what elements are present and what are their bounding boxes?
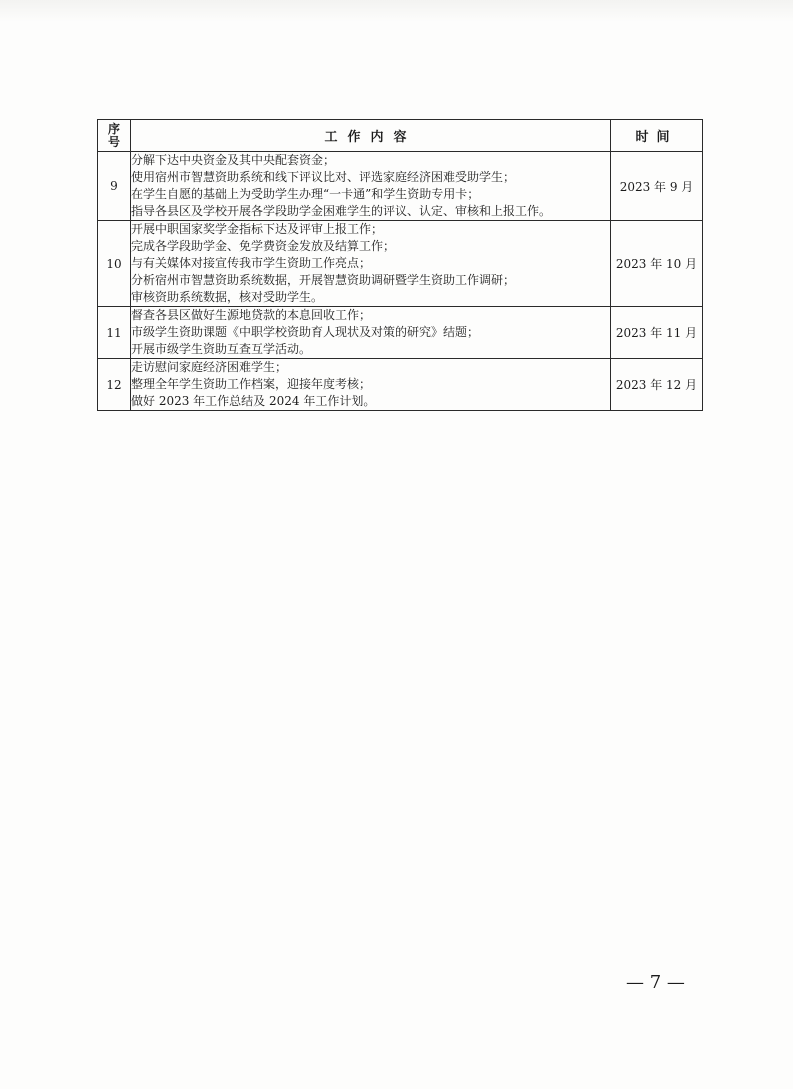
work-item-line: 做好 2023 年工作总结及 2024 年工作计划。 — [131, 394, 376, 408]
row-serial-number: 10 — [98, 221, 131, 307]
table-row — [98, 221, 703, 307]
work-item-line: 走访慰问家庭经济困难学生； — [131, 360, 288, 374]
work-plan-table — [97, 119, 703, 411]
header-time-label: 时间 — [635, 130, 678, 145]
header-work-content-label: 工作内容 — [324, 130, 417, 145]
row-serial-number: 11 — [98, 307, 131, 359]
work-item-line: 使用宿州市智慧资助系统和线下评议比对、评选家庭经济困难受助学生； — [131, 170, 516, 184]
work-item-line: 与有关媒体对接宣传我市学生资助工作亮点； — [131, 256, 372, 270]
row-work-content — [131, 221, 611, 307]
row-time: 2023 年 9 月 — [611, 152, 703, 221]
header-work-content — [131, 120, 611, 152]
table-row — [98, 359, 703, 411]
header-serial-line2: 号 — [107, 134, 120, 149]
scan-shadow — [0, 0, 793, 22]
work-item-line: 市级学生资助课题《中职学校资助育人现状及对策的研究》结题； — [131, 325, 480, 339]
work-item-line: 指导各县区及学校开展各学段助学金困难学生的评议、认定、审核和上报工作。 — [131, 204, 552, 218]
work-item-line: 分解下达中央资金及其中央配套资金； — [131, 153, 336, 167]
work-item-line: 分析宿州市智慧资助系统数据，开展智慧资助调研暨学生资助工作调研； — [131, 273, 516, 287]
work-item-line: 审核资助系统数据，核对受助学生。 — [131, 290, 324, 304]
work-item-line: 完成各学段助学金、免学费资金发放及结算工作； — [131, 239, 396, 253]
header-time — [611, 120, 703, 152]
row-work-content — [131, 307, 611, 359]
table-header-row — [98, 120, 703, 152]
header-serial-line1: 序 — [107, 121, 120, 136]
row-time: 2023 年 10 月 — [611, 221, 703, 307]
header-serial-number — [98, 120, 131, 152]
work-item-line: 在学生自愿的基础上为受助学生办理“一卡通”和学生资助专用卡； — [131, 187, 480, 201]
row-serial-number: 12 — [98, 359, 131, 411]
page-number: — 7 — — [626, 972, 685, 993]
row-time: 2023 年 12 月 — [611, 359, 703, 411]
table-body — [98, 152, 703, 411]
row-serial-number: 9 — [98, 152, 131, 221]
row-work-content — [131, 152, 611, 221]
table-row — [98, 152, 703, 221]
row-time: 2023 年 11 月 — [611, 307, 703, 359]
row-work-content — [131, 359, 611, 411]
work-item-line: 开展中职国家奖学金指标下达及评审上报工作； — [131, 222, 384, 236]
work-item-line: 开展市级学生资助互查互学活动。 — [131, 342, 312, 356]
table-row — [98, 307, 703, 359]
work-item-line: 整理全年学生资助工作档案，迎接年度考核； — [131, 377, 372, 391]
work-item-line: 督查各县区做好生源地贷款的本息回收工作； — [131, 308, 372, 322]
